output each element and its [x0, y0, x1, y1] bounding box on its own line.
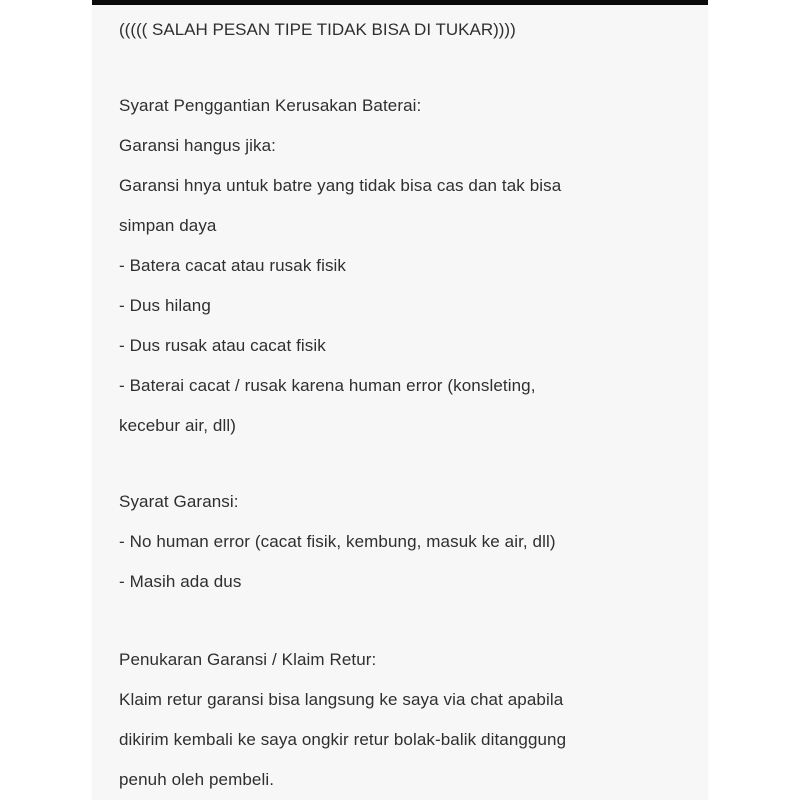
section-heading-battery-replacement: Syarat Penggantian Kerusakan Baterai:: [119, 96, 422, 115]
warranty-void-heading: Garansi hangus jika:: [119, 136, 276, 155]
void-condition-item-3: - Dus rusak atau cacat fisik: [119, 336, 326, 355]
void-condition-item-4-line-2: kecebur air, dll): [119, 416, 236, 435]
section-heading-warranty-terms: Syarat Garansi:: [119, 492, 239, 511]
warranty-note-line-1: Garansi hnya untuk batre yang tidak bisa cas dan tak bisa: [119, 176, 562, 195]
return-claim-line-3: penuh oleh pembeli.: [119, 770, 275, 789]
warning-headline: ((((( SALAH PESAN TIPE TIDAK BISA DI TUKAR)))): [119, 20, 516, 39]
return-claim-line-2: dikirim kembali ke saya ongkir retur bolak-balik ditanggung: [119, 730, 567, 749]
section-heading-return-claim: Penukaran Garansi / Klaim Retur:: [119, 650, 377, 669]
warranty-note-line-2: simpan daya: [119, 216, 217, 235]
warranty-term-item-2: - Masih ada dus: [119, 572, 242, 591]
document-sheet: [92, 5, 708, 800]
void-condition-item-4-line-1: - Baterai cacat / rusak karena human error (konsleting,: [119, 376, 536, 395]
void-condition-item-2: - Dus hilang: [119, 296, 211, 315]
return-claim-line-1: Klaim retur garansi bisa langsung ke saya via chat apabila: [119, 690, 564, 709]
warranty-term-item-1: - No human error (cacat fisik, kembung, masuk ke air, dll): [119, 532, 556, 551]
void-condition-item-1: - Batera cacat atau rusak fisik: [119, 256, 347, 275]
